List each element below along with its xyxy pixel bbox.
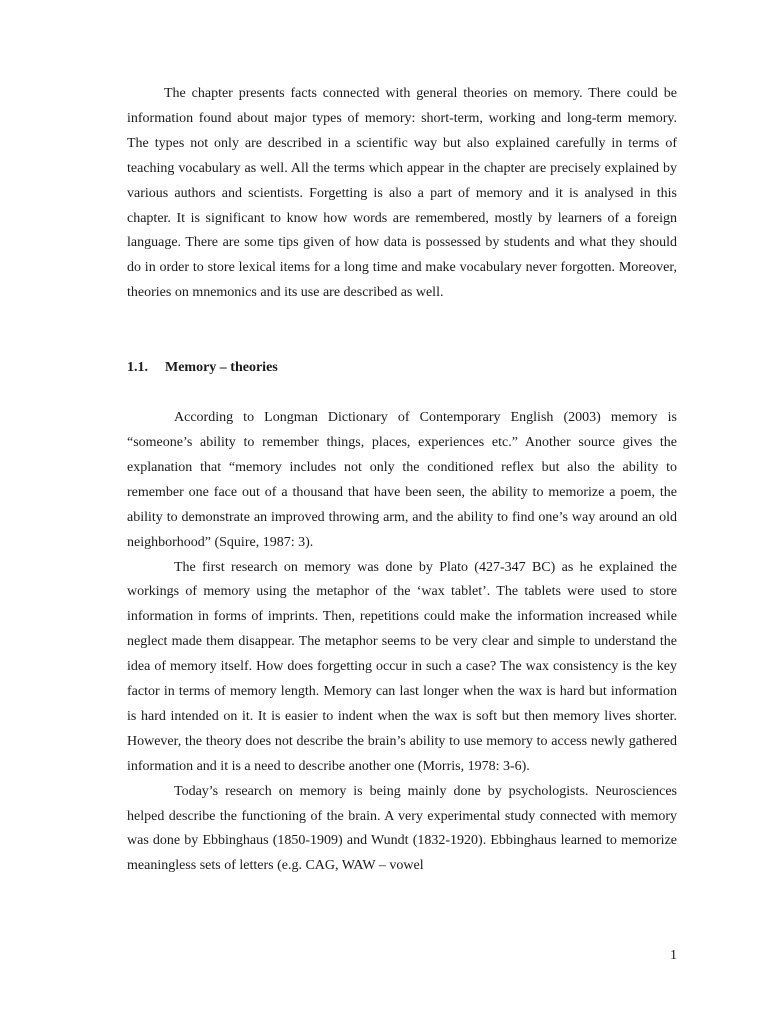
body-paragraph-definitions: According to Longman Dictionary of Contemporary English (2003) memory is “someone’s ability to remember things, places, experiences etc.” Another source gives the explanation that “memory includes not only the conditioned reflex but also the ability to remember one face out of a thousand that have been seen, the ability to memorize a poem, the ability to demonstrate an improved throwing arm, and the ability to find one’s way around an old neighborhood” (Squire, 1987: 3). bbox=[127, 410, 677, 550]
body-paragraph-plato: The first research on memory was done by Plato (427-347 BC) as he explained the workings of memory using the metaphor of the ‘wax tablet’. The tablets were used to store information in forms of imprints. Then, repetitions could make the information increased while neglect made them disappear. The metaphor seems to be very clear and simple to understand the idea of memory itself. How does forgetting occur in such a case? The wax consistency is the key factor in terms of memory length. Memory can last longer when the wax is hard but information is hard intended on it. It is easier to indent when the wax is soft but then memory lives shorter. However, the theory does not describe the brain’s ability to use memory to access newly gathered information and it is a need to describe another one (Morris, 1978: 3-6). bbox=[127, 559, 677, 774]
heading-spacer bbox=[127, 381, 677, 406]
section-title: Memory – theories bbox=[165, 360, 278, 376]
section-spacer bbox=[127, 306, 677, 356]
document-page bbox=[127, 82, 677, 879]
body-paragraph-research: Today’s research on memory is being mainly done by psychologists. Neurosciences helped describe the functioning of the brain. A very experimental study connected with memory was done by Ebbinghaus (1850-1909) and Wundt (1832-1920). Ebbinghaus learned to memorize meaningless sets of letters (e.g. CAG, WAW – vowel bbox=[127, 783, 677, 874]
section-heading bbox=[127, 356, 677, 381]
section-number: 1.1. bbox=[127, 360, 148, 376]
page-number: 1 bbox=[670, 948, 677, 963]
intro-paragraph: The chapter presents facts connected with general theories on memory. There could be information found about major types of memory: short-term, working and long-term memory. The types not only are described in a scientific way but also explained carefully in terms of teaching vocabulary as well. All the terms which appear in the chapter are precisely explained by various authors and scientists. Forgetting is also a part of memory and it is analysed in this chapter. It is significant to know how words are remembered, mostly by learners of a foreign language. There are some tips given of how data is possessed by students and what they should do in order to store lexical items for a long time and make vocabulary never forgotten. Moreover, theories on mnemonics and its use are described as well. bbox=[127, 86, 677, 301]
